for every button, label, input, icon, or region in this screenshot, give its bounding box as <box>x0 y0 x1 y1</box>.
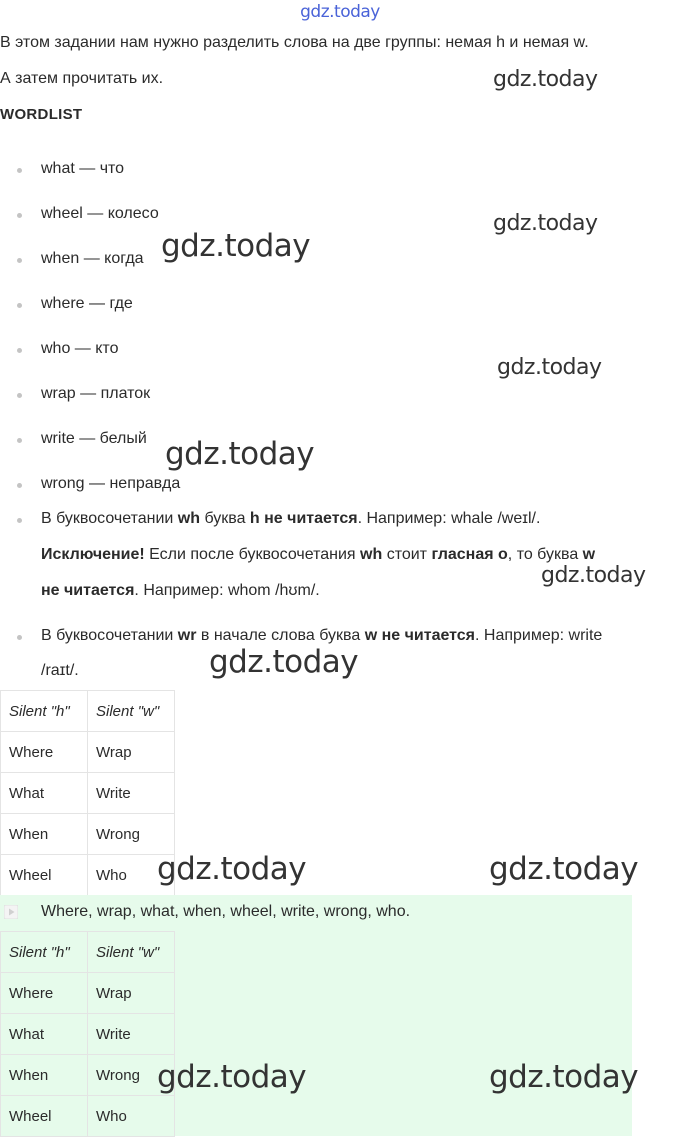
table-row <box>1 814 175 855</box>
rule-wr-cont: /raɪt/. <box>41 662 79 679</box>
answer-text: Where, wrap, what, when, wheel, write, wrong, who. <box>41 903 411 920</box>
table-cell: Write <box>88 1014 175 1055</box>
rule-wr: В буквосочетании wr в начале слова буква w не читается. Например: write <box>41 627 603 644</box>
table-row <box>1 732 175 773</box>
table-cell: When <box>1 814 88 855</box>
table-cell: Who <box>88 855 175 896</box>
list-item: wrap — платок <box>41 385 151 402</box>
watermark: gdz.today <box>489 1059 639 1095</box>
list-item: write — белый <box>41 430 147 447</box>
table-cell: Wheel <box>1 855 88 896</box>
bullet-icon <box>17 168 22 173</box>
watermark: gdz.today <box>157 1059 307 1095</box>
table-cell: What <box>1 773 88 814</box>
table-cell: Who <box>88 1096 175 1137</box>
intro-line-1: В этом задании нам нужно разделить слова на две группы: немая h и немая w. <box>0 34 589 51</box>
rule-wh: В буквосочетании wh буква h не читается. Например: whale /weɪl/. <box>41 510 541 527</box>
site-logo[interactable]: gdz.today <box>300 2 380 22</box>
table-row <box>1 855 175 896</box>
watermark: gdz.today <box>493 211 598 236</box>
table-cell: Write <box>88 773 175 814</box>
table-row <box>1 1096 175 1137</box>
bullet-icon <box>17 483 22 488</box>
watermark: gdz.today <box>157 851 307 887</box>
intro-line-2: А затем прочитать их. <box>0 70 164 87</box>
list-item: wheel — колесо <box>41 205 159 222</box>
watermark: gdz.today <box>541 563 646 588</box>
watermark: gdz.today <box>489 851 639 887</box>
table-row <box>1 773 175 814</box>
table-cell: Where <box>1 973 88 1014</box>
list-item: when — когда <box>41 250 144 267</box>
table-cell: When <box>1 1055 88 1096</box>
header-silent-w: Silent "w" <box>88 691 175 732</box>
table-cell: Wrap <box>88 973 175 1014</box>
bullet-icon <box>17 518 22 523</box>
wordlist-heading: WORDLIST <box>0 106 83 123</box>
table-cell: Wrong <box>88 814 175 855</box>
table-cell: Where <box>1 732 88 773</box>
answer-table <box>0 931 175 1137</box>
table-cell: Wrap <box>88 732 175 773</box>
watermark: gdz.today <box>165 436 315 472</box>
bullet-icon <box>17 348 22 353</box>
bullet-icon <box>17 258 22 263</box>
list-item: who — кто <box>41 340 119 357</box>
table-row <box>1 1055 175 1096</box>
table-cell: Wheel <box>1 1096 88 1137</box>
table-row <box>1 973 175 1014</box>
watermark: gdz.today <box>209 644 359 680</box>
watermark: gdz.today <box>497 355 602 380</box>
bullet-icon <box>17 303 22 308</box>
header-silent-w: Silent "w" <box>88 932 175 973</box>
header-silent-h: Silent "h" <box>1 932 88 973</box>
list-item: where — где <box>41 295 133 312</box>
table-header-row <box>1 932 175 973</box>
watermark: gdz.today <box>493 67 598 92</box>
table-cell: Wrong <box>88 1055 175 1096</box>
bullet-icon <box>17 393 22 398</box>
header-silent-h: Silent "h" <box>1 691 88 732</box>
list-item: what — что <box>41 160 125 177</box>
watermark: gdz.today <box>161 228 311 264</box>
bullet-icon <box>17 438 22 443</box>
bullet-icon <box>17 213 22 218</box>
bullet-icon <box>17 635 22 640</box>
play-icon[interactable] <box>4 905 18 919</box>
list-item: wrong — неправда <box>41 475 181 492</box>
rule-exception: Исключение! Если после буквосочетания wh стоит гласная о, то буква w <box>41 546 596 563</box>
table-header-row <box>1 691 175 732</box>
words-table <box>0 690 175 896</box>
table-row <box>1 1014 175 1055</box>
table-cell: What <box>1 1014 88 1055</box>
rule-exception-cont: не читается. Например: whom /hʊm/. <box>41 582 320 599</box>
